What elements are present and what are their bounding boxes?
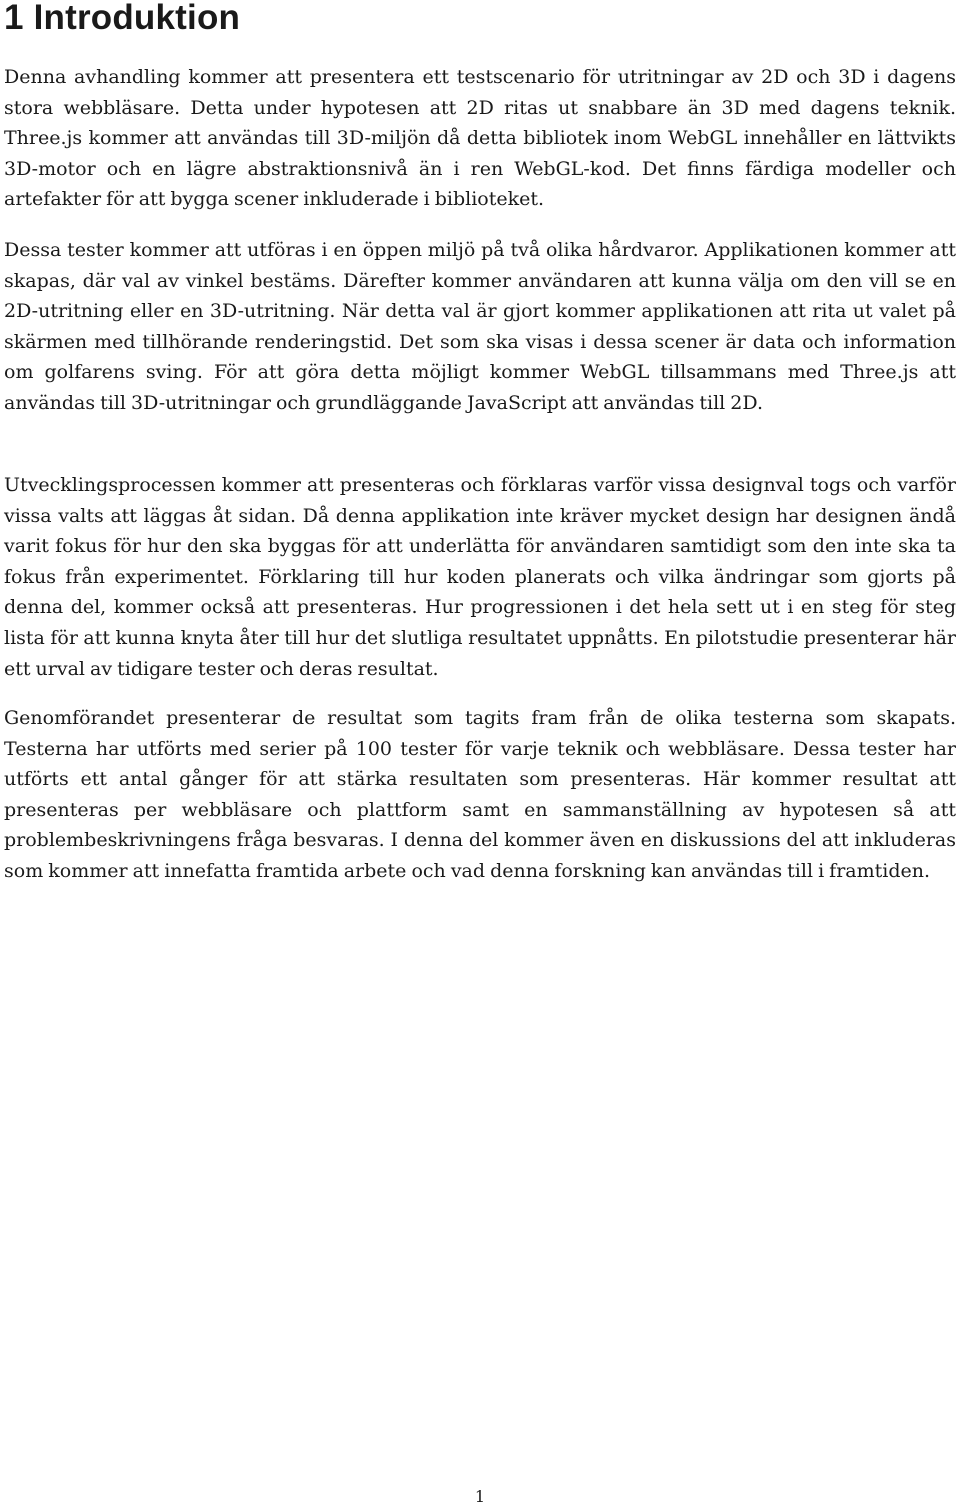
chapter-heading: 1 Introduktion	[4, 0, 241, 37]
paragraph-4: Genomförandet presenterar de resultat som tagits fram från de olika testerna som skapats. Testerna har utförts med serier på 100 tester för varje teknik och webbläsare. Dessa tester har utförts ett antal gånger för att stärka resultaten som presenteras. Här kommer resultat att presenteras per webbläsare och plattform samt en sammanställning av hypotesen så att problembeskrivningens fråga besvaras. I denna del kommer även en diskussions del att inkluderas som kommer att innefatta framtida arbete och vad denna forskning kan användas till i framtiden.	[4, 707, 956, 882]
paragraph-2: Dessa tester kommer att utföras i en öppen miljö på två olika hårdvaror. Applikationen kommer att skapas, där val av vinkel bestäms. Därefter kommer användaren att kunna välja om den vill se en 2D-utritning eller en 3D-utritning. När detta val är gjort kommer applikationen att rita ut valet på skärmen med tillhörande renderingstid. Det som ska visas i dessa scener är data och information om golfarens sving. För att göra detta möjligt kommer WebGL tillsammans med Three.js att användas till 3D-utritningar och grundläggande JavaScript att användas till 2D.	[4, 239, 956, 414]
paragraph-3: Utvecklingsprocessen kommer att presenteras och förklaras varför vissa designval togs och varför vissa valts att läggas åt sidan. Då denna applikation inte kräver mycket design har designen ändå varit fokus för hur den ska byggas för att underlätta för användaren samtidigt som den inte ska ta fokus från experimentet. Förklaring till hur koden planerats och vilka ändringar som gjorts på denna del, kommer också att presenteras. Hur progressionen i det hela sett ut i en steg för steg lista för att kunna knyta åter till hur det slutliga resultatet uppnåtts. En pilotstudie presenterar här ett urval av tidigare tester och deras resultat.	[4, 474, 956, 680]
page-number: 1	[474, 1487, 486, 1506]
paragraph-1: Denna avhandling kommer att presentera ett testscenario för utritningar av 2D och 3D i dagens stora webbläsare. Detta under hypotesen att 2D ritas ut snabbare än 3D med dagens teknik. Three.js kommer att användas till 3D-miljön då detta bibliotek inom WebGL innehåller en lättvikts 3D-motor och en lägre abstraktionsnivå än i ren WebGL-kod. Det finns färdiga modeller och artefakter för att bygga scener inkluderade i biblioteket.	[4, 66, 956, 211]
